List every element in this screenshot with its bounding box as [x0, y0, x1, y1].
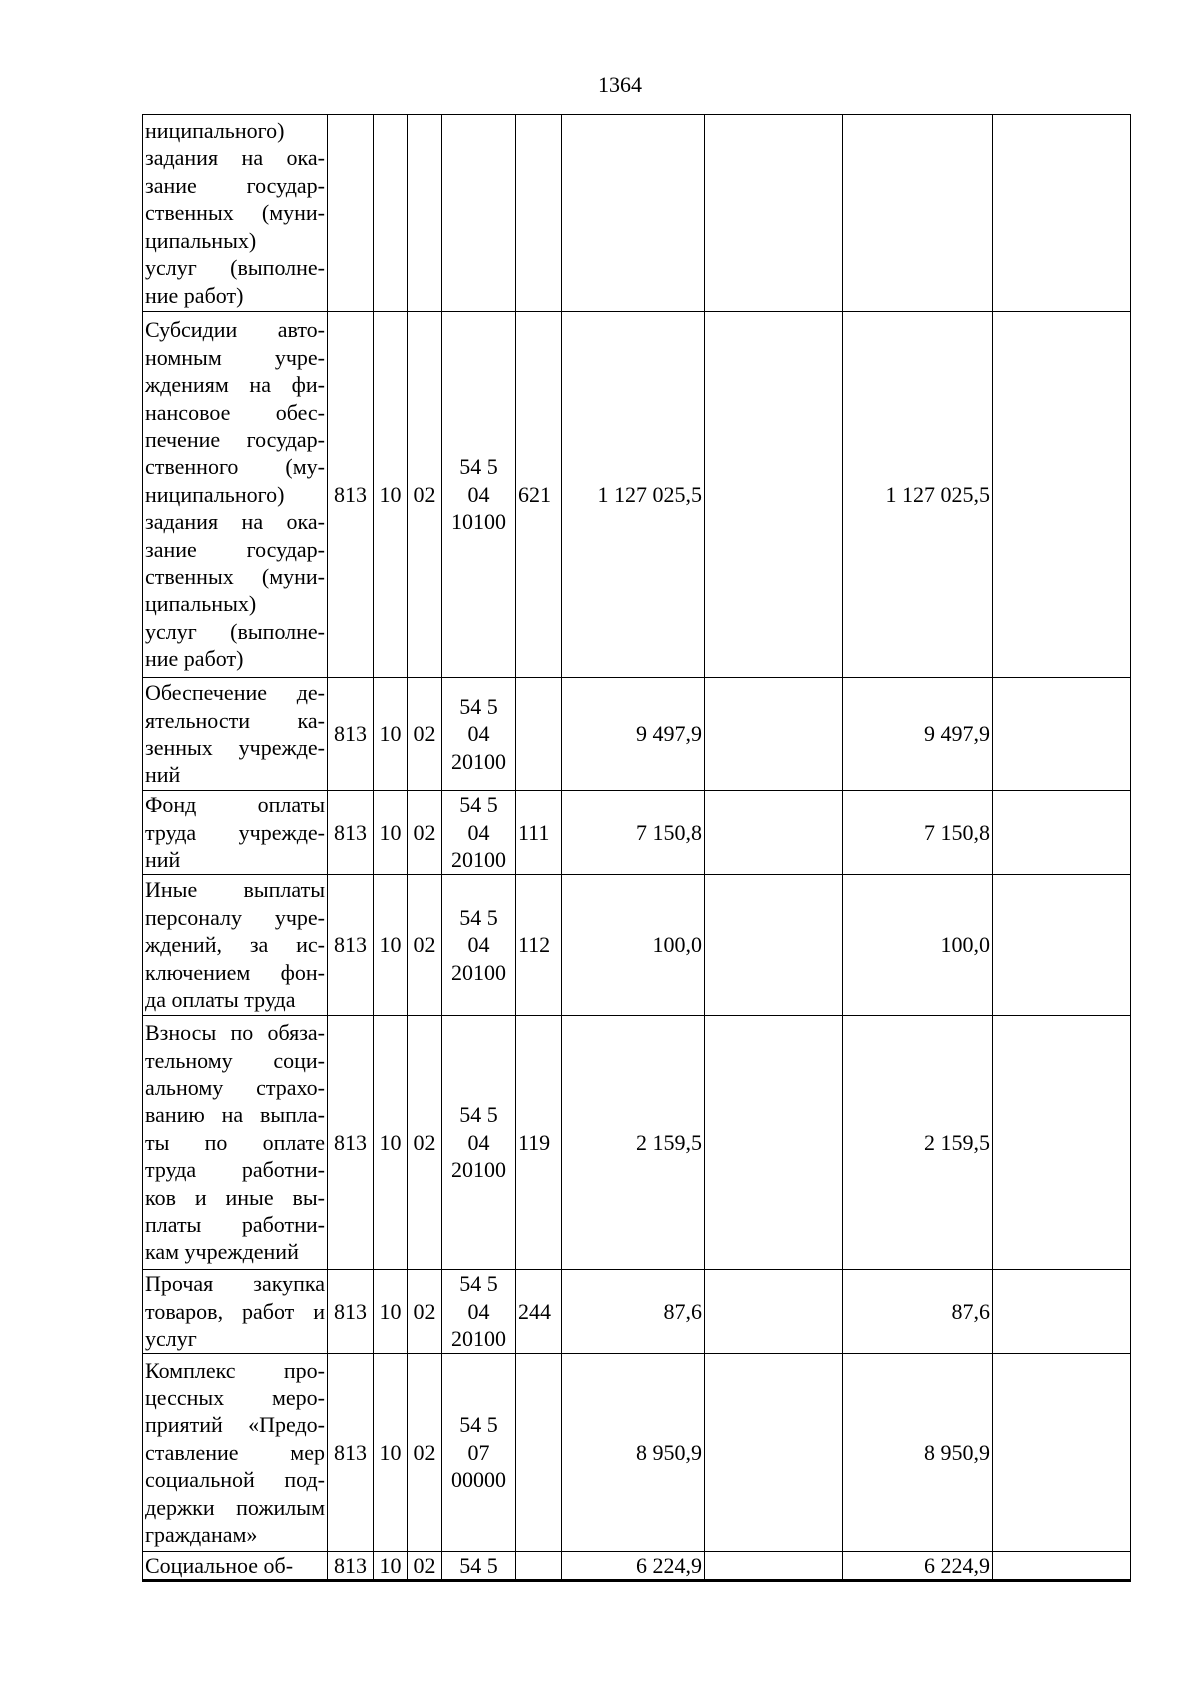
target-code-line: 20100	[451, 748, 506, 774]
table-row	[143, 875, 1131, 1016]
expense-name-line: социальной под-	[145, 1467, 325, 1493]
target-code-line: 04	[467, 932, 490, 958]
table-row	[143, 1016, 1131, 1270]
expense-name-line: услуг	[145, 1326, 197, 1352]
table-row	[143, 678, 1131, 791]
expense-name-line: печение государ-	[145, 426, 325, 452]
amount-cell: 87,6	[562, 1270, 705, 1354]
total-amount-cell	[843, 115, 993, 312]
expense-name-line: Субсидии авто-	[145, 317, 325, 343]
expense-name-cell	[143, 678, 328, 791]
section-code-cell: 10	[374, 1016, 408, 1270]
expense-name-line: зенных учрежде-	[145, 735, 325, 760]
page-number: 1364	[598, 72, 642, 97]
expense-name-line: услуг (выполне-	[145, 618, 325, 644]
total-amount-cell: 7 150,8	[843, 791, 993, 875]
table-row	[143, 791, 1131, 875]
expense-type-cell: 119	[516, 1016, 562, 1270]
target-code-line: 20100	[451, 959, 506, 985]
amount-cell: 1 127 025,5	[562, 312, 705, 678]
expense-type-cell: 244	[516, 1270, 562, 1354]
expense-name-line: ственных (муни-	[145, 564, 325, 590]
target-code-line: 54 5	[459, 1102, 498, 1128]
section-code-cell: 10	[374, 1354, 408, 1552]
empty-cell	[993, 1552, 1131, 1581]
expense-name-line: задания на ока-	[145, 145, 325, 171]
target-code-line: 54 5	[459, 454, 498, 480]
target-code-line: 04	[467, 819, 490, 845]
empty-cell	[993, 791, 1131, 875]
expense-name-line: Фонд оплаты	[145, 792, 325, 818]
subsection-code-cell: 02	[408, 1354, 442, 1552]
empty-cell	[993, 875, 1131, 1016]
target-code-line: 54 5	[459, 1271, 498, 1297]
section-code-cell	[374, 115, 408, 312]
target-code-line: 54 5	[459, 1412, 498, 1438]
ministry-code-cell: 813	[328, 1270, 374, 1354]
expense-name-line: альному страхо-	[145, 1074, 325, 1100]
expense-name-line: ставление мер	[145, 1439, 325, 1465]
expense-name-line: ты по оплате	[145, 1129, 325, 1155]
ministry-code-cell: 813	[328, 1354, 374, 1552]
total-amount-cell: 100,0	[843, 875, 993, 1016]
expense-name-line: нансовое обес-	[145, 399, 325, 425]
subsection-code-cell	[408, 115, 442, 312]
expense-name-line: кам учреждений	[145, 1239, 299, 1265]
total-amount-cell: 9 497,9	[843, 678, 993, 791]
subsection-code-cell: 02	[408, 1552, 442, 1581]
expense-name-cell	[143, 1354, 328, 1552]
target-code-line: 54 5	[459, 904, 498, 930]
empty-cell	[705, 312, 843, 678]
expense-type-cell	[516, 678, 562, 791]
empty-cell	[705, 115, 843, 312]
amount-cell	[562, 115, 705, 312]
table-row	[143, 1270, 1131, 1354]
ministry-code-cell: 813	[328, 1552, 374, 1581]
expense-name-line: персоналу учре-	[145, 904, 325, 930]
table-row	[143, 1354, 1131, 1552]
expense-name-line: тельному соци-	[145, 1047, 325, 1073]
expense-name-line: ственного (му-	[145, 454, 325, 480]
subsection-code-cell: 02	[408, 678, 442, 791]
expense-name-line: зание государ-	[145, 536, 325, 562]
empty-cell	[993, 312, 1131, 678]
expense-name-line: номным учре-	[145, 344, 325, 370]
expense-name-line: ние работ)	[145, 646, 244, 672]
target-code-line: 20100	[451, 847, 506, 873]
target-code-line: 10100	[451, 509, 506, 535]
expense-name-line: ципальных)	[145, 591, 257, 617]
expense-name-line: платы работни-	[145, 1212, 325, 1238]
empty-cell	[705, 791, 843, 875]
expense-name-line: услуг (выполне-	[145, 255, 325, 281]
expense-name-line: ключением фон-	[145, 959, 325, 985]
section-code-cell: 10	[374, 1552, 408, 1581]
subsection-code-cell: 02	[408, 875, 442, 1016]
empty-cell	[705, 1552, 843, 1581]
expense-name-line: Прочая закупка	[145, 1271, 325, 1297]
expense-name-line: ков и иные вы-	[145, 1184, 325, 1210]
expense-name-line: цессных меро-	[145, 1384, 325, 1410]
amount-cell: 6 224,9	[562, 1552, 705, 1581]
expense-type-cell: 112	[516, 875, 562, 1016]
target-code-line: 54 5	[459, 792, 498, 818]
amount-cell: 9 497,9	[562, 678, 705, 791]
expense-name-line: ние работ)	[145, 282, 244, 308]
target-code-line: 54 5	[459, 1553, 498, 1578]
expense-name-line: ниципального)	[145, 481, 285, 507]
expense-type-cell	[516, 115, 562, 312]
target-code-cell	[442, 875, 516, 1016]
total-amount-cell: 1 127 025,5	[843, 312, 993, 678]
subsection-code-cell: 02	[408, 1016, 442, 1270]
target-code-line: 04	[467, 1298, 490, 1324]
expense-name-cell	[143, 875, 328, 1016]
expense-name-line: ниципального)	[145, 118, 285, 144]
target-code-cell	[442, 1270, 516, 1354]
table-row	[143, 115, 1131, 312]
ministry-code-cell	[328, 115, 374, 312]
target-code-line: 00000	[451, 1467, 506, 1493]
expense-name-line: держки пожилым	[145, 1494, 325, 1520]
empty-cell	[705, 1270, 843, 1354]
total-amount-cell: 87,6	[843, 1270, 993, 1354]
amount-cell: 100,0	[562, 875, 705, 1016]
expense-name-cell	[143, 1270, 328, 1354]
target-code-line: 04	[467, 481, 490, 507]
expense-name-cell	[143, 115, 328, 312]
expense-name-line: ятельности ка-	[145, 707, 325, 733]
target-code-line: 04	[467, 721, 490, 747]
target-code-cell	[442, 791, 516, 875]
total-amount-cell: 2 159,5	[843, 1016, 993, 1270]
empty-cell	[993, 1270, 1131, 1354]
expense-name-line: зание государ-	[145, 172, 325, 198]
section-code-cell: 10	[374, 791, 408, 875]
expense-type-cell: 621	[516, 312, 562, 678]
table-row	[143, 1552, 1131, 1581]
expense-name-line: ципальных)	[145, 227, 257, 253]
empty-cell	[705, 678, 843, 791]
target-code-cell	[442, 312, 516, 678]
section-code-cell: 10	[374, 678, 408, 791]
target-code-line: 04	[467, 1129, 490, 1155]
empty-cell	[705, 875, 843, 1016]
ministry-code-cell: 813	[328, 1016, 374, 1270]
target-code-line: 20100	[451, 1326, 506, 1352]
expense-name-cell	[143, 791, 328, 875]
target-code-line: 54 5	[459, 693, 498, 719]
empty-cell	[993, 678, 1131, 791]
total-amount-cell: 6 224,9	[843, 1552, 993, 1581]
ministry-code-cell: 813	[328, 312, 374, 678]
section-code-cell: 10	[374, 875, 408, 1016]
expense-name-line: приятий «Предо-	[145, 1412, 325, 1438]
empty-cell	[993, 1016, 1131, 1270]
expense-name-line: товаров, работ и	[145, 1298, 325, 1324]
expense-name-cell	[143, 1016, 328, 1270]
expense-name-line: ний	[145, 847, 181, 873]
expense-name-cell	[143, 312, 328, 678]
expense-name-line: ственных (муни-	[145, 200, 325, 226]
table-row	[143, 312, 1131, 678]
expense-name-line: Комплекс про-	[145, 1357, 325, 1383]
subsection-code-cell: 02	[408, 1270, 442, 1354]
target-code-line: 07	[467, 1439, 490, 1465]
section-code-cell: 10	[374, 1270, 408, 1354]
amount-cell: 7 150,8	[562, 791, 705, 875]
expense-name-line: труда работни-	[145, 1157, 325, 1183]
total-amount-cell: 8 950,9	[843, 1354, 993, 1552]
expense-name-line: ний	[145, 762, 181, 788]
empty-cell	[705, 1016, 843, 1270]
empty-cell	[993, 115, 1131, 312]
target-code-line: 20100	[451, 1157, 506, 1183]
expense-name-line: ванию на выпла-	[145, 1102, 325, 1128]
target-code-cell	[442, 1016, 516, 1270]
expense-name-line: Социальное об-	[145, 1553, 294, 1578]
expense-name-line: труда учрежде-	[145, 819, 325, 845]
target-code-cell	[442, 678, 516, 791]
expense-name-line: Обеспечение де-	[145, 680, 325, 706]
expense-name-line: гражданам»	[145, 1522, 258, 1548]
amount-cell: 2 159,5	[562, 1016, 705, 1270]
amount-cell: 8 950,9	[562, 1354, 705, 1552]
section-code-cell: 10	[374, 312, 408, 678]
expense-type-cell	[516, 1552, 562, 1581]
target-code-cell	[442, 1354, 516, 1552]
expense-name-line: да оплаты труда	[145, 987, 296, 1013]
ministry-code-cell: 813	[328, 875, 374, 1016]
subsection-code-cell: 02	[408, 312, 442, 678]
expense-type-cell	[516, 1354, 562, 1552]
expense-name-line: Иные выплаты	[145, 877, 325, 903]
expense-type-cell: 111	[516, 791, 562, 875]
target-code-cell	[442, 1552, 516, 1581]
subsection-code-cell: 02	[408, 791, 442, 875]
expense-name-line: ждений, за ис-	[145, 932, 325, 958]
ministry-code-cell: 813	[328, 678, 374, 791]
expense-name-line: ждениям на фи-	[145, 372, 325, 398]
expense-name-line: задания на ока-	[145, 509, 325, 535]
expense-name-cell	[143, 1552, 328, 1581]
budget-table	[142, 114, 1131, 1582]
target-code-cell	[442, 115, 516, 312]
ministry-code-cell: 813	[328, 791, 374, 875]
expense-name-line: Взносы по обяза-	[145, 1020, 325, 1046]
empty-cell	[705, 1354, 843, 1552]
empty-cell	[993, 1354, 1131, 1552]
